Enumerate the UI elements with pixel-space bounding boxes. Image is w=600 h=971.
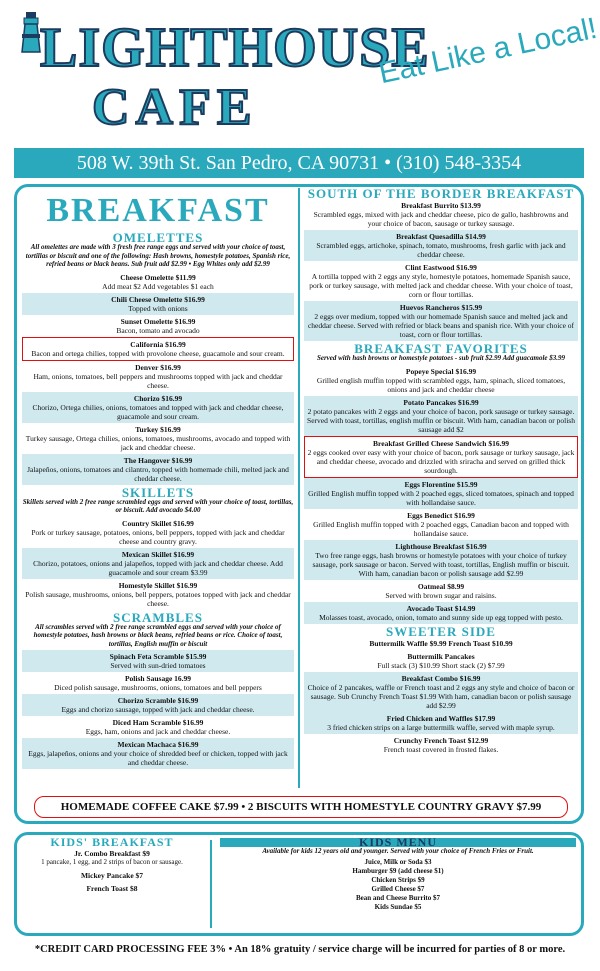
favorites-note: Served with hash browns or homestyle potatoes - sub fruit $2.99 Add guacamole $3.99	[316, 354, 566, 362]
menu-item	[304, 580, 578, 602]
menu-item-description: Chorizo, potatoes, onions and jalapeños, topped with jack and cheddar cheese. Add guacamole and sour cream $3.99	[33, 558, 283, 577]
menu-header	[0, 0, 600, 150]
omelettes-heading: OMELETTES	[112, 230, 204, 245]
menu-item	[304, 396, 578, 436]
menu-item-name: Cheese Omelette $11.99	[120, 272, 196, 282]
menu-item-description: Ham, onions, tomatoes, bell peppers and mushrooms topped with jack and cheddar cheese.	[33, 371, 283, 390]
menu-item	[304, 199, 578, 230]
promo-banner: HOMEMADE COFFEE CAKE $7.99 • 2 BISCUITS WITH HOMESTYLE COUNTRY GRAVY $7.99	[34, 796, 568, 818]
menu-item	[304, 712, 578, 734]
menu-item-name: California $16.99	[130, 339, 186, 349]
favorites-list	[304, 365, 578, 624]
scrambles-note: All scrambles served with 2 free range scrambled eggs and served with your choice of homestyle potatoes, hash browns or black beans, refried beans or rice. Choice of toast, tortillas, English muffin or biscuit	[33, 622, 283, 648]
kids-breakfast-heading: KIDS' BREAKFAST	[50, 835, 174, 849]
menu-item	[22, 293, 294, 315]
menu-item-description: Add meat $2 Add vegetables $1 each	[102, 281, 214, 291]
menu-item	[22, 337, 294, 361]
menu-item-description: Turkey sausage, Ortega chilies, onions, tomatoes, mushrooms, avocado and topped with jack and cheddar cheese.	[25, 433, 291, 452]
menu-item-name: Crunchy French Toast $12.99	[393, 735, 489, 745]
menu-item-name: French Toast $8	[86, 884, 138, 893]
sweeter-heading: SWEETER SIDE	[386, 623, 496, 639]
logo-lighthouse: LIGHTHOUSE	[40, 17, 430, 79]
menu-item-description: Eggs, ham, onions and jack and cheddar cheese.	[85, 727, 231, 736]
menu-item	[22, 454, 294, 485]
menu-item-name: Breakfast Grilled Cheese Sandwich $16.99	[373, 438, 509, 448]
menu-item-description: French toast covered in frosted flakes.	[383, 744, 499, 754]
menu-item-description: Chorizo, Ortega chilies, onions, tomatoes and topped with jack and cheddar cheese, guacamole and sour cream.	[32, 402, 284, 421]
menu-item-name: Mexican Skillet $16.99	[121, 549, 195, 559]
menu-item	[22, 517, 294, 548]
menu-item-name: Turkey $16.99	[135, 424, 181, 434]
menu-item-name: Potato Pancakes $16.99	[403, 397, 479, 407]
menu-item-name: Lighthouse Breakfast $16.99	[395, 541, 487, 551]
menu-item	[22, 694, 294, 716]
menu-item-description: 1 pancake, 1 egg, and 2 strips of bacon or sausage.	[41, 858, 183, 866]
menu-item	[304, 602, 578, 624]
menu-item-name: Eggs Florentine $15.99	[404, 479, 478, 489]
skillets-note: Skillets served with 2 free range scrambled eggs and served with your choice of toast, tortillas, or biscuit. Add avocado $4.00	[22, 497, 294, 514]
menu-item	[22, 650, 294, 672]
menu-item-description: Eggs, jalapeños, onions and your choice of shredded beef or chicken, topped with jack and cheddar cheese.	[28, 749, 288, 767]
left-column	[22, 186, 294, 769]
menu-item	[304, 301, 578, 341]
footer-note: *CREDIT CARD PROCESSING FEE 3% • An 18% gratuity / service charge will be incurred for parties of 8 or more.	[34, 944, 566, 955]
menu-item-name: Spinach Feta Scramble $15.99	[109, 652, 207, 661]
menu-item	[304, 672, 578, 712]
menu-item-description: Served with sun-dried tomatoes	[110, 661, 206, 670]
menu-item-description: Choice of 2 pancakes, waffle or French toast and 2 eggs any style and choice of bacon or sausage. Sub Crunchy French Toast $1.99 With ham, canadian bacon or polish sausage add $2.99	[307, 682, 575, 710]
sweeter-list	[304, 637, 578, 756]
menu-item	[22, 716, 294, 738]
menu-item	[22, 361, 294, 392]
kids-divider	[210, 840, 212, 928]
menu-item	[22, 672, 294, 694]
menu-item-description: A tortilla topped with 2 eggs any style, homestyle potatoes, homemade Spanish sauce, pork or turkey sausage, with melted jack and cheddar cheese. With your choice of toast, corn or flour tortillas.	[309, 272, 573, 299]
menu-item-name: Buttermilk Waffle $9.99 French Toast $10.99	[369, 638, 513, 648]
menu-item-name: Clint Eastwood $16.99	[405, 263, 477, 272]
menu-item-description: Grilled english muffin topped with scrambled eggs, ham, spinach, sliced tomatoes, onions and jack and cheddar cheese	[316, 375, 566, 394]
omelettes-note: All omelettes are made with 3 fresh free range eggs and served with your choice of toast, tortillas or biscuit and one of the following: Hash browns, homestyle potatoes, Spanish rice, refried beans or black beans. Sub fruit add $2.99 • Egg Whites only add $2.99	[25, 243, 291, 268]
menu-item-description: Scrambled eggs, artichoke, spinach, tomato, mushrooms, fresh garlic with jack and cheddar cheese.	[316, 241, 566, 259]
menu-item-name: Oatmeal $8.99	[417, 581, 465, 591]
menu-item-description: Full stack (3) $10.99 Short stack (2) $7.99	[377, 660, 505, 670]
menu-item-name: Mickey Pancake $7	[80, 871, 144, 880]
menu-item-description: Diced polish sausage, mushrooms, onions, tomatoes and bell peppers	[54, 683, 262, 692]
menu-item-description: Jalapeños, onions, tomatoes and cilantro, topped with homemade chili, melted jack and cheddar cheese.	[27, 464, 289, 483]
kids-menu-item: Kids Sundae $5	[374, 902, 422, 911]
menu-item-description: 2 eggs over medium, topped with our homemade Spanish sauce and melted jack and cheddar cheese. Served with refried or black beans and spanish rice. With your choice of toast, corn or flour tortillas.	[307, 312, 575, 339]
menu-item-name: Sunset Omelette $16.99	[120, 316, 196, 326]
right-column	[304, 186, 578, 756]
menu-item	[304, 509, 578, 540]
kids-menu-note: Available for kids 12 years old and younger. Served with your choice of French Fries or Fruit.	[262, 847, 534, 855]
kids-menu	[220, 835, 576, 912]
kids-menu-item: Chicken Strips $9	[371, 875, 425, 884]
menu-item-description: 2 potato pancakes with 2 eggs and your choice of bacon, pork sausage or turkey sausage. Served with toast, tortillas, english muffin or biscuit. With ham, canadian bacon or polish sausage add $2	[307, 406, 575, 434]
menu-item-name: Diced Ham Scramble $16.99	[112, 718, 204, 727]
menu-item	[22, 579, 294, 610]
kids-menu-list	[220, 858, 576, 912]
menu-item-name: Polish Sausage 16.99	[124, 674, 192, 683]
menu-item-name: Chorizo $16.99	[133, 393, 183, 403]
menu-item	[304, 650, 578, 672]
menu-item-name: Avocado Toast $14.99	[406, 603, 476, 613]
menu-item	[304, 261, 578, 301]
menu-item-name: Chili Cheese Omelette $16.99	[111, 294, 205, 304]
skillets-list	[22, 517, 294, 610]
menu-item-description: Topped with onions	[128, 303, 188, 313]
menu-item	[304, 540, 578, 580]
menu-item-name: Fried Chicken and Waffles $17.99	[386, 713, 496, 723]
menu-item-description: 2 eggs cooked over easy with your choice of bacon, pork sausage or turkey sausage, jack and cheddar cheese, avocado and drizzled with sriracha and served on grilled thick sourdough.	[307, 447, 575, 475]
breakfast-title: BREAKFAST	[46, 192, 270, 229]
menu-item-name: The Hangover $16.99	[123, 455, 193, 465]
menu-item-name: Buttermilk Pancakes	[407, 651, 475, 661]
kids-breakfast	[22, 835, 202, 895]
kids-menu-item: Bean and Cheese Burrito $7	[356, 893, 440, 902]
menu-item-description: Served with brown sugar and raisins.	[385, 590, 497, 600]
menu-item-description: Eggs and chorizo sausage, topped with jack and cheddar cheese.	[61, 705, 255, 714]
menu-item	[304, 637, 578, 650]
menu-item-description: 3 fried chicken strips on a large buttermilk waffle, served with maple syrup.	[327, 722, 555, 732]
menu-item	[22, 315, 294, 337]
menu-item-name: Jr. Combo Breakfast $9	[74, 849, 150, 858]
menu-item-name: Homestyle Skillet $16.99	[118, 580, 198, 590]
menu-item-name: Breakfast Quesadilla $14.99	[396, 232, 486, 241]
menu-item-description: Scrambled eggs, mixed with jack and cheddar cheese, pico de gallo, hashbrowns and your choice of bacon, sausage or turkey sausage.	[313, 210, 569, 228]
kids-breakfast-list	[22, 847, 202, 895]
menu-item	[304, 478, 578, 509]
menu-item	[304, 365, 578, 396]
menu-item	[22, 738, 294, 769]
menu-item	[22, 869, 202, 882]
menu-item-description: Grilled English muffin topped with 2 poached eggs, Canadian bacon and topped with hollandaise sauce.	[313, 519, 569, 538]
skillets-heading: SKILLETS	[121, 484, 195, 500]
tagline: Eat Like a Local!	[376, 11, 600, 91]
menu-item	[22, 392, 294, 423]
menu-item-name: Breakfast Burrito $13.99	[401, 201, 481, 210]
menu-item-name: Popeye Special $16.99	[405, 366, 477, 376]
menu-item-description: Bacon and ortega chilies, topped with provolone cheese, guacamole and sour cream.	[31, 348, 285, 358]
menu-item-description: Grilled English muffin topped with 2 poached eggs, sliced tomatoes, spinach and topped with hollandaise sauce.	[308, 488, 574, 507]
menu-item	[22, 271, 294, 293]
menu-item-name: Country Skillet $16.99	[122, 518, 194, 528]
menu-item-description: Bacon, tomato and avocado	[116, 325, 200, 335]
menu-item-description: Polish sausage, mushrooms, onions, bell peppers, potatoes topped with jack and cheddar cheese.	[25, 589, 291, 608]
menu-item	[304, 230, 578, 261]
menu-item-name: Mexican Machaca $16.99	[117, 740, 199, 749]
address-bar: 508 W. 39th St. San Pedro, CA 90731 • (310) 548-3354	[14, 148, 584, 178]
kids-menu-heading: KIDS MENU	[220, 838, 576, 847]
border-heading: SOUTH OF THE BORDER BREAKFAST	[307, 186, 575, 201]
menu-item	[22, 882, 202, 895]
scrambles-list	[22, 650, 294, 769]
scrambles-heading: SCRAMBLES	[113, 609, 203, 625]
kids-menu-item: Grilled Cheese $7	[371, 884, 425, 893]
menu-item-description: Molasses toast, avocado, onion, tomato and sunny side up egg topped with pesto.	[319, 612, 563, 622]
favorites-heading: BREAKFAST FAVORITES	[354, 341, 528, 356]
border-list	[304, 199, 578, 341]
menu-item	[22, 423, 294, 454]
menu-item-description: Pork or turkey sausage, potatoes, onions, bell peppers, topped with jack and cheddar cheese and country gravy.	[31, 527, 285, 546]
menu-item	[304, 436, 578, 478]
menu-item	[22, 847, 202, 869]
menu-item-name: Huevos Rancheros $15.99	[399, 303, 483, 312]
menu-item-name: Breakfast Combo $16.99	[401, 673, 481, 683]
column-divider	[298, 188, 300, 788]
logo-cafe: CAFE	[92, 79, 258, 136]
kids-menu-item: Hamburger $9 (add cheese $1)	[352, 866, 444, 875]
menu-item-name: Chorizo Scramble $16.99	[117, 696, 199, 705]
menu-item-description: Two free range eggs, hash browns or homestyle potatoes with your choice of turkey sausage, pork sausage or bacon. Served with toast, tortillas, English muffin or biscuit. With ham, canadian bacon or polish sausage add $2.99	[312, 550, 570, 578]
kids-menu-item: Juice, Milk or Soda $3	[364, 857, 432, 866]
menu-item	[22, 548, 294, 579]
menu-item-name: Denver $16.99	[135, 362, 181, 372]
menu-item	[304, 734, 578, 756]
omelettes-list	[22, 271, 294, 485]
menu-item-name: Eggs Benedict $16.99	[407, 510, 475, 520]
